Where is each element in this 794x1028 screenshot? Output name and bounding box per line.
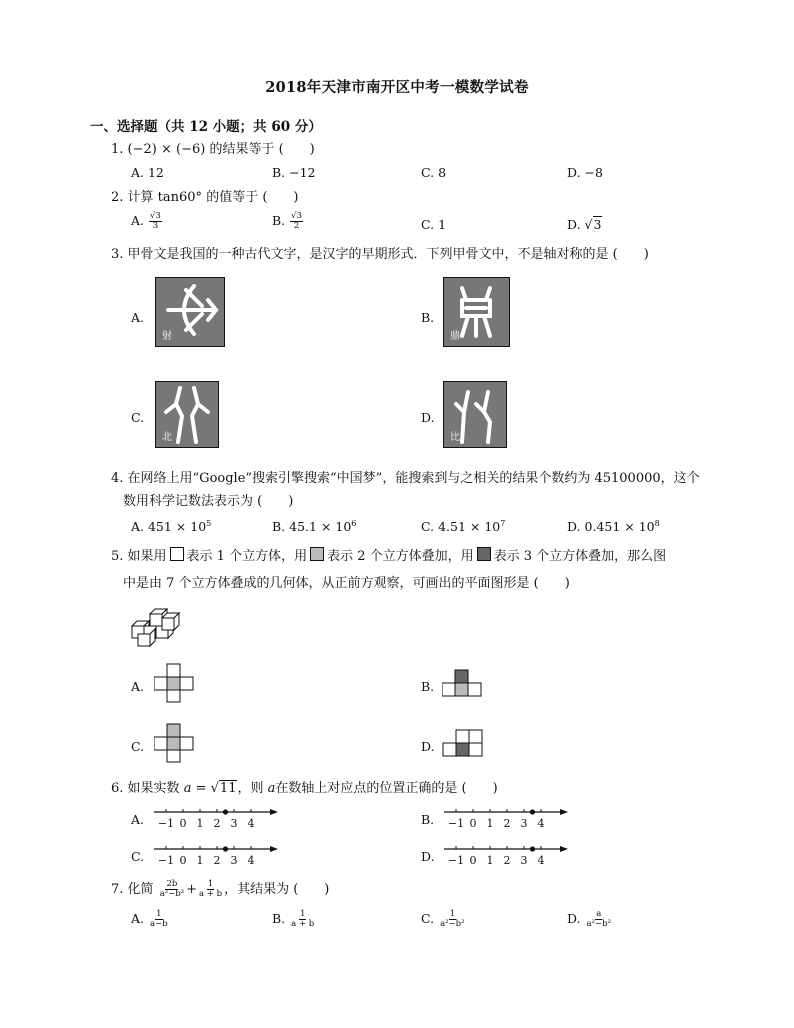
question-4-line-2: 数用科学记数法表示为 ( ) [123,494,294,509]
question-7 [111,880,329,899]
q3-option-c: C. [131,410,145,425]
glyph-caption: 鼎 [450,331,460,342]
view-grid-d [442,729,484,759]
q4-option-b [272,515,356,536]
text-segment: 表示 2 个立方体叠加，用 [327,549,474,564]
tick-label: 3 [230,854,238,867]
view-grid-b [442,669,482,697]
oracle-glyph-bi [443,381,507,448]
question-1: 1. (−2) × (−6) 的结果等于 ( ) [111,142,315,157]
option-label: A. 451 × 10 [131,519,207,535]
option-label: C. 4.51 × 10 [421,519,501,535]
q2-option-b [272,212,304,231]
oracle-glyph-ding [443,277,510,347]
tick-label: −1 [447,854,465,867]
light-gray-square-icon [310,547,324,561]
fraction-denominator: 3 [152,221,159,231]
radicand: 3 [593,217,602,232]
view-grid-c [154,723,194,763]
stacked-cubes-figure [130,604,182,648]
variable-a: a [267,781,276,796]
text-segment: ，其结果为 ( ) [224,882,330,897]
option-label: A. [131,213,145,228]
number-line-b [442,806,572,834]
question-6: 6. 如果实数 a = √11，则 a在数轴上对应点的位置正确的是 ( ) [111,781,498,796]
number-line-a [152,806,282,834]
tick-label: 0 [469,817,477,830]
text-segment: 表示 3 个立方体叠加，那么图 [493,549,667,564]
tick-label: 4 [537,854,545,867]
variable-a: a [183,781,192,796]
q4-option-d [567,515,660,536]
text-segment: 5. 如果用 [111,549,167,564]
fraction-numerator: √3 [150,211,161,221]
axis-arrow-icon [270,809,278,815]
axis-arrow-icon [560,846,568,852]
glyph-caption: 比 [450,432,460,443]
plus-sign: + [186,882,198,897]
question-4-line-1: 4. 在网络上用“Google”搜索引擎搜索“中国梦”，能搜索到与之相关的结果个数约为 45100000，这个 [111,471,700,486]
q4-option-c [421,515,505,536]
tick-label: 2 [213,854,221,867]
q2-option-d: D. √3 [567,217,602,232]
tick-label: 1 [486,817,494,830]
fraction-numerator: 2b [166,879,178,889]
point-a [223,809,228,814]
tick-label: −1 [157,817,175,830]
tick-label: 3 [520,854,528,867]
fraction-denominator: a + b [199,889,223,899]
exponent: 8 [654,519,660,528]
dark-gray-square-icon [477,547,491,561]
fraction-numerator: 1 [207,879,214,889]
oracle-glyph-she [155,277,225,347]
q2-option-a [131,212,163,231]
q5-option-b: B. [421,679,435,694]
page-title: 2018年天津市南开区中考一模数学试卷 [265,79,529,96]
fraction-numerator: 1 [156,909,162,919]
q1-option-c: C. 8 [421,165,447,180]
q1-option-d: D. −8 [567,165,603,180]
q1-option-a: A. 12 [131,165,164,180]
view-grid-a [154,663,194,703]
option-label: D. [567,217,581,232]
text-segment: 表示 1 个立方体，用 [186,549,308,564]
glyph-caption: 北 [162,432,172,443]
number-line-c [152,843,282,871]
tick-label: 2 [503,817,511,830]
question-5-line-1 [111,547,666,566]
q6-option-a: A. [131,812,145,827]
option-label: B. [272,213,286,228]
tick-label: 4 [537,817,545,830]
number-line-d [442,843,572,871]
fraction-numerator: √3 [291,211,302,221]
option-label: B. 45.1 × 10 [272,519,352,535]
q4-option-a [131,515,211,536]
option-label: B. [272,911,286,926]
fraction-numerator: a [596,909,602,919]
white-square-icon [170,547,184,561]
fraction-numerator: 1 [299,909,306,919]
tick-label: 4 [247,854,255,867]
q7-option-c [421,910,467,929]
q7-option-d [567,910,613,929]
tick-label: 0 [179,854,187,867]
q3-option-b: B. [421,310,435,325]
glyph-caption: 射 [162,331,172,342]
section-heading: 一、选择题（共 12 小题；共 60 分） [90,119,322,135]
question-3: 3. 甲骨文是我国的一种古代文字，是汉字的早期形式．下列甲骨文中，不是轴对称的是 ( ) [111,247,649,262]
q7-option-a [131,910,170,929]
text-segment: ，则 [237,781,264,796]
q5-option-a: A. [131,679,145,694]
tick-label: −1 [157,854,175,867]
tick-label: 1 [196,817,204,830]
point-a [530,809,535,814]
q2-option-c: C. 1 [421,217,447,232]
q5-option-c: C. [131,739,145,754]
q5-option-d: D. [421,739,435,754]
tick-label: 0 [179,817,187,830]
q3-option-d: D. [421,410,435,425]
fraction-denominator: a−b [150,919,168,929]
exponent: 5 [206,519,212,528]
question-2: 2. 计算 tan60° 的值等于 ( ) [111,190,299,205]
radicand: 11 [219,781,237,796]
oracle-glyph-bei [155,381,219,448]
axis-arrow-icon [270,846,278,852]
fraction-denominator: 2 [293,221,300,231]
fraction-denominator: a + b [291,919,315,929]
point-a [223,846,228,851]
tick-label: 4 [247,817,255,830]
tick-label: 2 [213,817,221,830]
axis-arrow-icon [560,809,568,815]
text-segment: 7. 化简 [111,882,154,897]
option-label: D. [567,911,581,926]
tick-label: 0 [469,854,477,867]
q7-option-b [272,910,316,929]
fraction-denominator: a²−b² [159,889,185,899]
q6-option-b: B. [421,812,435,827]
tick-label: −1 [447,817,465,830]
text-segment: 6. 如果实数 [111,781,180,796]
tick-label: 2 [503,854,511,867]
text-segment: 在数轴上对应点的位置正确的是 ( ) [275,781,498,796]
fraction-denominator: a²−b² [586,919,611,929]
fraction-numerator: 1 [449,909,456,919]
tick-label: 3 [520,817,528,830]
fraction-denominator: a²−b² [440,919,465,929]
tick-label: 1 [486,854,494,867]
option-label: A. [131,911,145,926]
question-5-line-2: 中是由 7 个立方体叠成的几何体，从正前方观察，可画出的平面图形是 ( ) [123,576,570,591]
exponent: 6 [351,519,357,528]
point-a [530,846,535,851]
tick-label: 3 [230,817,238,830]
q6-option-c: C. [131,849,145,864]
exponent: 7 [500,519,506,528]
q6-option-d: D. [421,849,435,864]
option-label: D. 0.451 × 10 [567,519,655,535]
equals-sign: = [191,781,211,796]
q1-option-b: B. −12 [272,165,316,180]
option-label: C. [421,911,435,926]
tick-label: 1 [196,854,204,867]
q3-option-a: A. [131,310,145,325]
